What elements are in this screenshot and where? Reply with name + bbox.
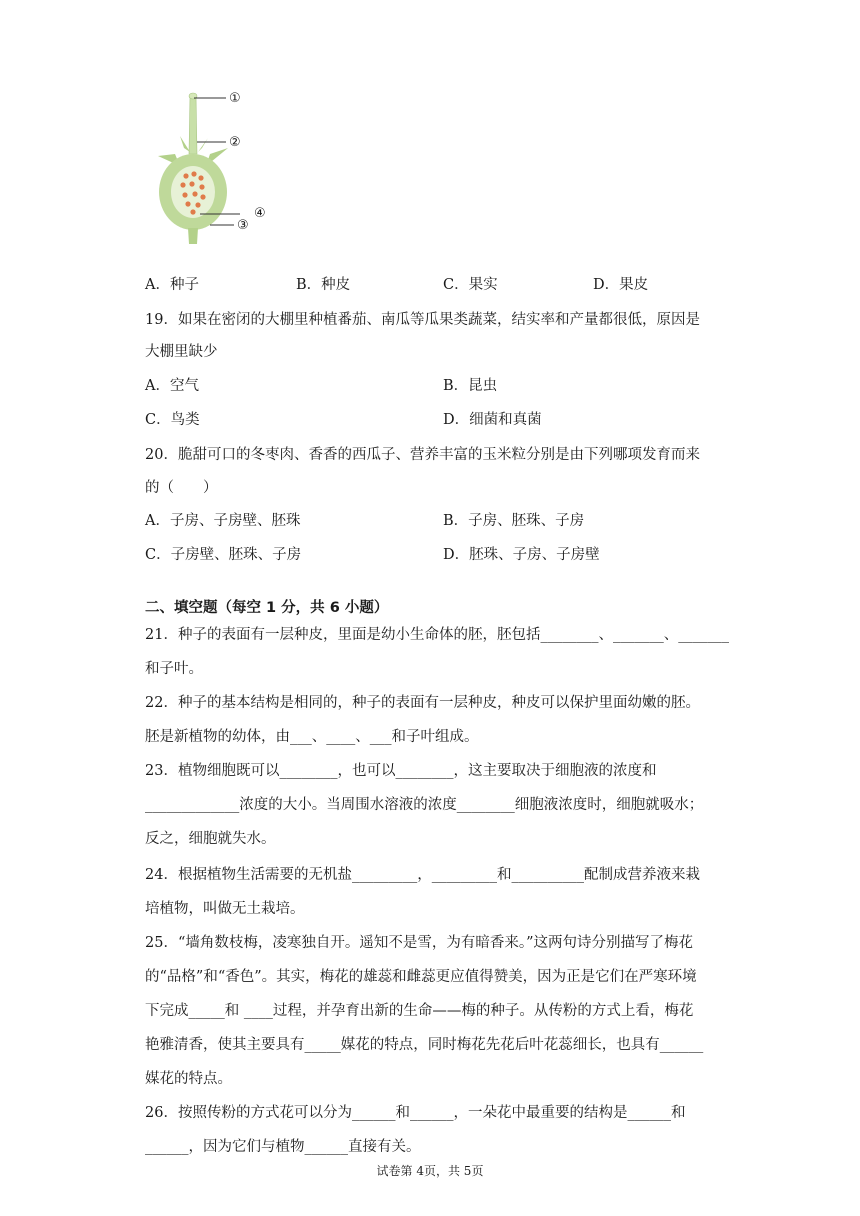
q26-line1: 26．按照传粉的方式花可以分为______和______，一朵花中最重要的结构是______和 (145, 1105, 686, 1121)
pistil-diagram (150, 84, 280, 254)
q20-stem-line1: 20．脆甜可口的冬枣肉、香香的西瓜子、营养丰富的玉米粒分别是由下列哪项发育而来 (145, 447, 700, 463)
q22-line1: 22．种子的基本结构是相同的，种子的表面有一层种皮，种皮可以保护里面幼嫩的胚。 (145, 695, 700, 711)
q24-line1: 24．根据植物生活需要的无机盐_________，_________和__________配制成营养液来栽 (145, 867, 700, 883)
pistil-illustration (150, 84, 280, 254)
q19-stem-line1: 19．如果在密闭的大棚里种植番茄、南瓜等瓜果类蔬菜，结实率和产量都很低，原因是 (145, 312, 700, 328)
q25-line2: 的“品格”和“香色”。其实，梅花的雄蕊和雌蕊更应值得赞美，因为正是它们在严寒环境 (145, 969, 697, 985)
q20-option-b: B．子房、胚珠、子房 (443, 513, 585, 529)
q20-stem-line2: 的（ ） (145, 480, 218, 496)
q19-stem-line2: 大棚里缺少 (145, 344, 218, 360)
q24-line2: 培植物，叫做无土栽培。 (145, 901, 305, 917)
figure-label-2: ② (229, 135, 241, 150)
q18-option-a: A．种子 (145, 277, 199, 293)
q25-line4: 艳雅清香，使其主要具有_____媒花的特点，同时梅花先花后叶花蕊细长，也具有______ (145, 1037, 704, 1053)
page-footer: 试卷第 4页，共 5页 (376, 1164, 484, 1178)
q23-line3: 反之，细胞就失水。 (145, 831, 276, 847)
q21-line2: 和子叶。 (145, 661, 203, 677)
q23-line2: _____________浓度的大小。当周围水溶液的浓度________细胞液浓度时，细胞就吸水； (145, 797, 704, 813)
figure-label-4: ④ (254, 206, 266, 221)
q25-line5: 媒花的特点。 (145, 1071, 232, 1087)
q25-line3: 下完成_____和 ____过程，并孕育出新的生命——梅的种子。从传粉的方式上看，梅花 (145, 1003, 694, 1019)
q20-option-d: D．胚珠、子房、子房壁 (443, 547, 600, 563)
q19-option-b: B．昆虫 (443, 378, 498, 394)
q19-option-c: C．鸟类 (145, 412, 200, 428)
figure-label-3: ③ (237, 218, 249, 233)
q26-line2: ______，因为它们与植物______直接有关。 (145, 1139, 421, 1155)
q23-line1: 23．植物细胞既可以________，也可以________，这主要取决于细胞液的浓度和 (145, 763, 657, 779)
figure-label-1: ① (229, 91, 241, 106)
q20-option-c: C．子房壁、胚珠、子房 (145, 547, 302, 563)
section-title-fill-blank: 二、填空题（每空 1 分，共 6 小题） (145, 600, 389, 616)
q19-option-d: D．细菌和真菌 (443, 412, 542, 428)
q20-option-a: A．子房、子房壁、胚珠 (145, 513, 301, 529)
q19-option-a: A．空气 (145, 378, 199, 394)
q18-option-d: D．果皮 (593, 277, 649, 293)
q25-line1: 25．“墙角数枝梅，凌寒独自开。遥知不是雪，为有暗香来。”这两句诗分别描写了梅花 (145, 935, 694, 951)
q22-line2: 胚是新植物的幼体，由___、____、___和子叶组成。 (145, 729, 479, 745)
q18-option-b: B．种皮 (296, 277, 351, 293)
q18-option-c: C．果实 (443, 277, 498, 293)
q21-line1: 21．种子的表面有一层种皮，里面是幼小生命体的胚，胚包括________、_______、_______ (145, 627, 729, 643)
